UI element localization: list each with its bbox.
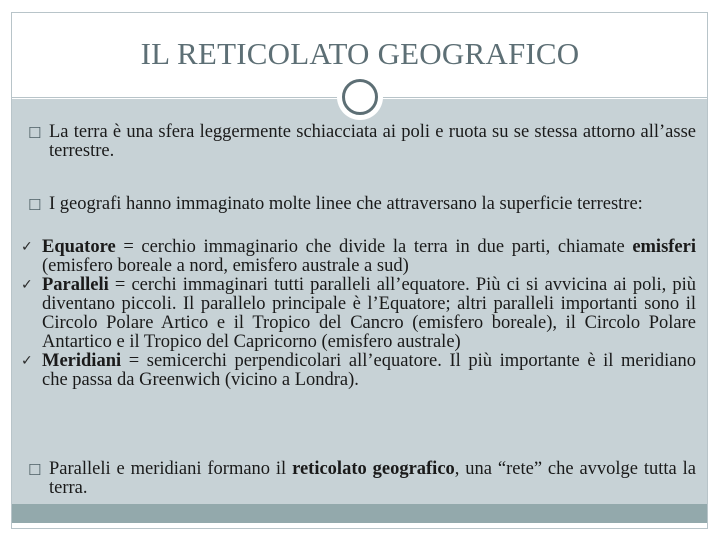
square-bullet-icon: ☐ — [28, 461, 42, 479]
sub-item-paralleli — [21, 276, 696, 352]
sub-item-text — [42, 352, 696, 390]
bullet-1 — [28, 123, 696, 161]
footer-band — [12, 504, 707, 523]
check-mark-icon: ✓ — [21, 353, 33, 369]
circle-ornament-icon — [342, 79, 378, 115]
term-paralleli: Paralleli — [42, 275, 109, 295]
bullet-3-text-b: , una “rete” che avvolge tutta la terra. — [49, 459, 696, 498]
check-mark-icon: ✓ — [21, 239, 33, 255]
slide-title: IL RETICOLATO GEOGRAFICO — [140, 36, 580, 71]
sub-item-meridiani — [21, 352, 696, 390]
bullet-1-text: La terra è una sfera leggermente schiacciata ai poli e ruota su se stessa attorno all’asse terrestre. — [49, 122, 696, 161]
bullet-2 — [28, 195, 696, 214]
term-meridiani: Meridiani — [42, 351, 122, 371]
square-bullet-icon: ☐ — [28, 124, 42, 142]
square-bullet-icon: ☐ — [28, 196, 42, 214]
sub-item-equatore — [21, 238, 696, 276]
bullet-3 — [28, 460, 696, 498]
sub-list — [21, 238, 696, 390]
term-reticolato: reticolato geografico — [292, 459, 455, 479]
check-mark-icon: ✓ — [21, 277, 33, 293]
definition-text: = semicerchi perpendicolari all’equatore. Il più importante è il meridiano che passa da Greenwich (vicino a Londra). — [42, 351, 696, 390]
definition-text: = cerchio immaginario che divide la terra in due parti, chiamate — [115, 237, 633, 257]
bullet-2-text: I geografi hanno immaginato molte linee che attraversano la superficie terrestre: — [49, 194, 643, 214]
definition-text: = cerchi immaginari tutti paralleli all’equatore. Più ci si avvicina ai poli, più diventano piccoli. Il parallelo principale è l’Equatore; altri paralleli importanti sono il Circolo Polare Artico e il Tropico del Cancro (emisfero boreale), il Circolo Polare Antartico e il Tropico del Capricorno (emisfero australe) — [42, 275, 696, 352]
bullet-3-text-a: Paralleli e meridiani formano il — [49, 459, 293, 479]
definition-text: (emisfero boreale a nord, emisfero australe a sud) — [42, 256, 409, 276]
sub-item-text — [42, 276, 696, 352]
term-equatore: Equatore — [42, 237, 116, 257]
term-emisferi: emisferi — [632, 237, 696, 257]
sub-item-text — [42, 238, 696, 276]
bullet-3-text — [28, 460, 696, 498]
